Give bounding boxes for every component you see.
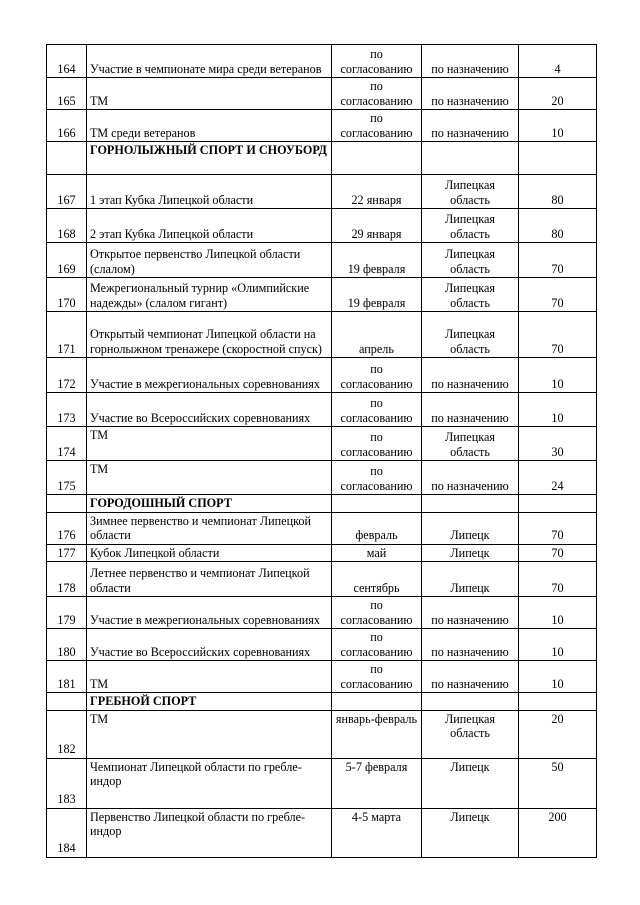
event-schedule-table	[46, 44, 597, 858]
event-name: 1 этап Кубка Липецкой области	[87, 175, 332, 209]
section-header-row	[47, 693, 597, 711]
event-name: Летнее первенство и чемпионат Липецкой области	[87, 562, 332, 597]
table-row	[47, 393, 597, 427]
event-place: Липецкая область	[422, 175, 519, 209]
event-name: Первенство Липецкой области по гребле-индор	[87, 808, 332, 857]
participant-count: 24	[519, 461, 597, 495]
participant-count: 80	[519, 209, 597, 243]
table-body	[47, 45, 597, 858]
row-number: 174	[47, 427, 87, 461]
event-date: по согласованию	[332, 597, 422, 629]
event-name: ТМ	[87, 461, 332, 495]
event-name: ТМ	[87, 78, 332, 110]
event-date: по согласованию	[332, 393, 422, 427]
row-number: 176	[47, 512, 87, 544]
event-place: по назначению	[422, 358, 519, 393]
event-name: Участие во Всероссийских соревнованиях	[87, 629, 332, 661]
participant-count: 70	[519, 544, 597, 562]
participant-count: 10	[519, 393, 597, 427]
row-number: 183	[47, 758, 87, 808]
table-row	[47, 512, 597, 544]
participant-count: 4	[519, 45, 597, 78]
participant-count	[519, 495, 597, 513]
table-row	[47, 710, 597, 758]
participant-count: 70	[519, 243, 597, 278]
table-row	[47, 562, 597, 597]
participant-count: 70	[519, 562, 597, 597]
event-name: 2 этап Кубка Липецкой области	[87, 209, 332, 243]
event-place	[422, 693, 519, 711]
table-row	[47, 209, 597, 243]
row-number: 181	[47, 661, 87, 693]
row-number	[47, 693, 87, 711]
event-place: Липецкая область	[422, 312, 519, 358]
participant-count	[519, 693, 597, 711]
event-place: по назначению	[422, 110, 519, 142]
section-title: ГРЕБНОЙ СПОРТ	[87, 693, 332, 711]
table-row	[47, 110, 597, 142]
event-name: ТМ	[87, 710, 332, 758]
participant-count: 10	[519, 110, 597, 142]
row-number	[47, 495, 87, 513]
row-number: 165	[47, 78, 87, 110]
event-date: по согласованию	[332, 461, 422, 495]
event-place: Липецкая область	[422, 278, 519, 312]
event-date: по согласованию	[332, 45, 422, 78]
event-place: Липецк	[422, 808, 519, 857]
event-date: май	[332, 544, 422, 562]
table-row	[47, 461, 597, 495]
event-place: Липецк	[422, 544, 519, 562]
event-date: январь-февраль	[332, 710, 422, 758]
event-place: по назначению	[422, 461, 519, 495]
row-number: 166	[47, 110, 87, 142]
section-header-row	[47, 495, 597, 513]
table-row	[47, 243, 597, 278]
event-name: ТМ	[87, 661, 332, 693]
event-name: Участие в межрегиональных соревнованиях	[87, 597, 332, 629]
participant-count: 70	[519, 312, 597, 358]
event-date: 22 января	[332, 175, 422, 209]
table-row	[47, 45, 597, 78]
event-name: Участие во Всероссийских соревнованиях	[87, 393, 332, 427]
row-number: 164	[47, 45, 87, 78]
event-place: по назначению	[422, 393, 519, 427]
event-date: 19 февраля	[332, 278, 422, 312]
event-date: по согласованию	[332, 629, 422, 661]
row-number: 169	[47, 243, 87, 278]
event-name: Межрегиональный турнир «Олимпийские надежды» (слалом гигант)	[87, 278, 332, 312]
event-name: Зимнее первенство и чемпионат Липецкой области	[87, 512, 332, 544]
event-date: сентябрь	[332, 562, 422, 597]
table-row	[47, 358, 597, 393]
event-place: по назначению	[422, 661, 519, 693]
row-number: 177	[47, 544, 87, 562]
event-place: по назначению	[422, 629, 519, 661]
table-row	[47, 312, 597, 358]
event-date: по согласованию	[332, 110, 422, 142]
participant-count: 70	[519, 512, 597, 544]
row-number: 178	[47, 562, 87, 597]
table-row	[47, 544, 597, 562]
table-row	[47, 278, 597, 312]
table-row	[47, 661, 597, 693]
event-place: Липецк	[422, 562, 519, 597]
participant-count: 10	[519, 358, 597, 393]
event-place: Липецк	[422, 512, 519, 544]
event-place: по назначению	[422, 78, 519, 110]
event-date	[332, 693, 422, 711]
table-row	[47, 758, 597, 808]
row-number: 167	[47, 175, 87, 209]
event-date	[332, 495, 422, 513]
event-name: Участие в чемпионате мира среди ветеранов	[87, 45, 332, 78]
event-date: по согласованию	[332, 427, 422, 461]
participant-count	[519, 142, 597, 175]
table-row	[47, 78, 597, 110]
participant-count: 20	[519, 78, 597, 110]
event-place: Липецк	[422, 758, 519, 808]
event-place: Липецкая область	[422, 209, 519, 243]
event-name: Открытое первенство Липецкой области (слалом)	[87, 243, 332, 278]
event-place	[422, 495, 519, 513]
table-row	[47, 597, 597, 629]
event-name: Чемпионат Липецкой области по гребле-индор	[87, 758, 332, 808]
row-number: 171	[47, 312, 87, 358]
event-place: Липецкая область	[422, 710, 519, 758]
section-title: ГОРНОЛЫЖНЫЙ СПОРТ И СНОУБОРД	[87, 142, 332, 175]
event-date: 29 января	[332, 209, 422, 243]
row-number: 184	[47, 808, 87, 857]
event-date: по согласованию	[332, 661, 422, 693]
event-name: ТМ	[87, 427, 332, 461]
row-number: 175	[47, 461, 87, 495]
event-date: апрель	[332, 312, 422, 358]
participant-count: 50	[519, 758, 597, 808]
event-place: по назначению	[422, 597, 519, 629]
event-place	[422, 142, 519, 175]
participant-count: 10	[519, 661, 597, 693]
participant-count: 30	[519, 427, 597, 461]
participant-count: 70	[519, 278, 597, 312]
row-number: 173	[47, 393, 87, 427]
participant-count: 10	[519, 597, 597, 629]
row-number: 180	[47, 629, 87, 661]
row-number	[47, 142, 87, 175]
event-date: по согласованию	[332, 78, 422, 110]
row-number: 172	[47, 358, 87, 393]
table-row	[47, 175, 597, 209]
event-date: 19 февраля	[332, 243, 422, 278]
participant-count: 80	[519, 175, 597, 209]
section-title: ГОРОДОШНЫЙ СПОРТ	[87, 495, 332, 513]
event-name: ТМ среди ветеранов	[87, 110, 332, 142]
table-row	[47, 808, 597, 857]
event-date: 4-5 марта	[332, 808, 422, 857]
event-place: по назначению	[422, 45, 519, 78]
row-number: 168	[47, 209, 87, 243]
participant-count: 200	[519, 808, 597, 857]
event-date: по согласованию	[332, 358, 422, 393]
participant-count: 10	[519, 629, 597, 661]
row-number: 170	[47, 278, 87, 312]
event-name: Кубок Липецкой области	[87, 544, 332, 562]
event-name: Открытый чемпионат Липецкой области на горнолыжном тренажере (скоростной спуск)	[87, 312, 332, 358]
table-row	[47, 629, 597, 661]
participant-count: 20	[519, 710, 597, 758]
event-name: Участие в межрегиональных соревнованиях	[87, 358, 332, 393]
event-date	[332, 142, 422, 175]
row-number: 179	[47, 597, 87, 629]
row-number: 182	[47, 710, 87, 758]
section-header-row	[47, 142, 597, 175]
event-place: Липецкая область	[422, 427, 519, 461]
event-date: февраль	[332, 512, 422, 544]
event-place: Липецкая область	[422, 243, 519, 278]
event-date: 5-7 февраля	[332, 758, 422, 808]
table-row	[47, 427, 597, 461]
